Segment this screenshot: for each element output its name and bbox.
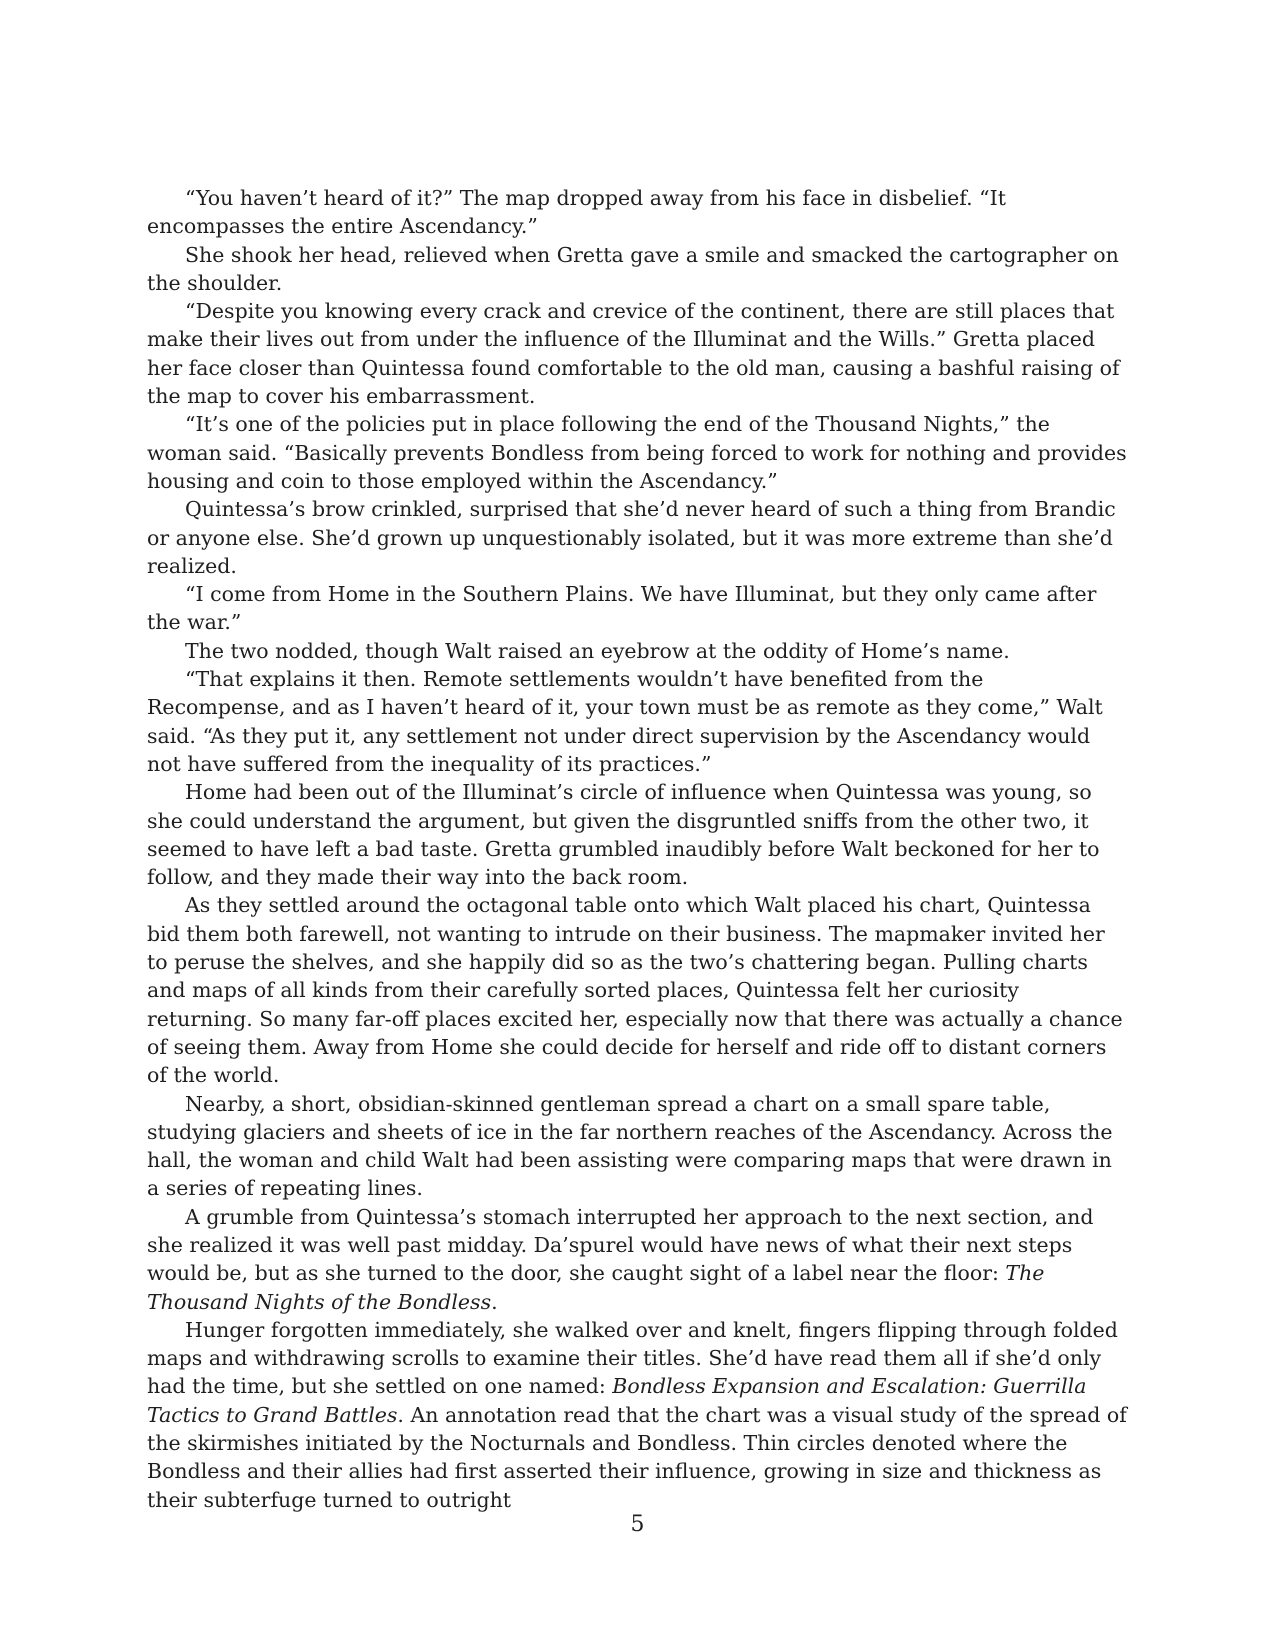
paragraph: “It’s one of the policies put in place following the end of the Thousand Nights,” the woman said. “Basically prevents Bondless from being forced to work for nothing and provides housing and coin to those employed within the Ascendancy.” <box>147 412 1127 493</box>
paragraph: Quintessa’s brow crinkled, surprised that she’d never heard of such a thing from Brandic or anyone else. She’d grown up unquestionably isolated, but it was more extreme than she’d realized. <box>147 497 1116 578</box>
paragraph: “That explains it then. Remote settlements wouldn’t have benefited from the Recompense, and as I haven’t heard of it, your town must be as remote as they come,” Walt said. “As they put it, any settlement not under direct supervision by the Ascendancy would not have suffered from the inequality of its practices.” <box>147 667 1103 776</box>
paragraph <box>147 1316 1127 1514</box>
page-number: 5 <box>630 1512 645 1537</box>
paragraph: As they settled around the octagonal table onto which Walt placed his chart, Quintessa bid them both farewell, not wanting to intrude on their business. The mapmaker invited her to peruse the shelves, and she happily did so as the two’s chattering began. Pulling charts and maps of all kinds from their carefully sorted places, Quintessa felt her curiosity returning. So many far-off places excited her, especially now that there was actually a chance of seeing them. Away from Home she could decide for herself and ride off to distant corners of the world. <box>147 893 1123 1088</box>
paragraph: “Despite you knowing every crack and crevice of the continent, there are still places that make their lives out from under the influence of the Illuminat and the Wills.” Gretta placed her face closer than Quintessa found comfortable to the old man, causing a bashful raising of the map to cover his embarrassment. <box>147 299 1120 409</box>
paragraph-text: . <box>491 1289 498 1314</box>
paragraph <box>147 1203 1127 1316</box>
paragraph: Home had been out of the Illuminat’s circle of influence when Quintessa was young, so she could understand the argument, but given the disgruntled sniffs from the other two, it seemed to have left a bad taste. Gretta grumbled inaudibly before Walt beckoned for her to follow, and they made their way into the back room. <box>147 780 1100 890</box>
book-title: Bondless Expansion and Escalation: Guerrilla Tactics to Grand Battles <box>147 1374 1087 1427</box>
paragraph: The two nodded, though Walt raised an eyebrow at the oddity of Home’s name. <box>185 638 1010 663</box>
paragraph-text: Hunger forgotten immediately, she walked over and knelt, fingers flipping through folded maps and withdrawing scrolls to examine their titles. She’d have read them all if she’d only had the time, but she settled on one named: <box>147 1317 1118 1399</box>
paragraph: “You haven’t heard of it?” The map dropped away from his face in disbelief. “It encompasses the entire Ascendancy.” <box>147 186 1006 239</box>
book-title: The Thousand Nights of the Bondless <box>147 1261 1045 1314</box>
paragraph: Nearby, a short, obsidian-skinned gentleman spread a chart on a small spare table, studying glaciers and sheets of ice in the far northern reaches of the Ascendancy. Across the hall, the woman and child Walt had been assisting were comparing maps that were drawn in a series of repeating lines. <box>147 1091 1113 1201</box>
paragraph: She shook her head, relieved when Gretta gave a smile and smacked the cartographer on the shoulder. <box>147 242 1119 295</box>
paragraph-text: . An annotation read that the chart was a visual study of the spread of the skirmishes initiated by the Nocturnals and Bondless. Thin circles denoted where the Bondless and their allies had first asserted their influence, growing in size and thickness as their subterfuge turned to outright <box>147 1402 1127 1512</box>
paragraph: “I come from Home in the Southern Plains. We have Illuminat, but they only came after the war.” <box>147 582 1097 635</box>
body-text <box>147 184 1127 1514</box>
paragraph-text: A grumble from Quintessa’s stomach interrupted her approach to the next section, and she realized it was well past midday. Da’spurel would have news of what their next steps would be, but as she turned to the door, she caught sight of a label near the floor: <box>147 1204 1094 1286</box>
